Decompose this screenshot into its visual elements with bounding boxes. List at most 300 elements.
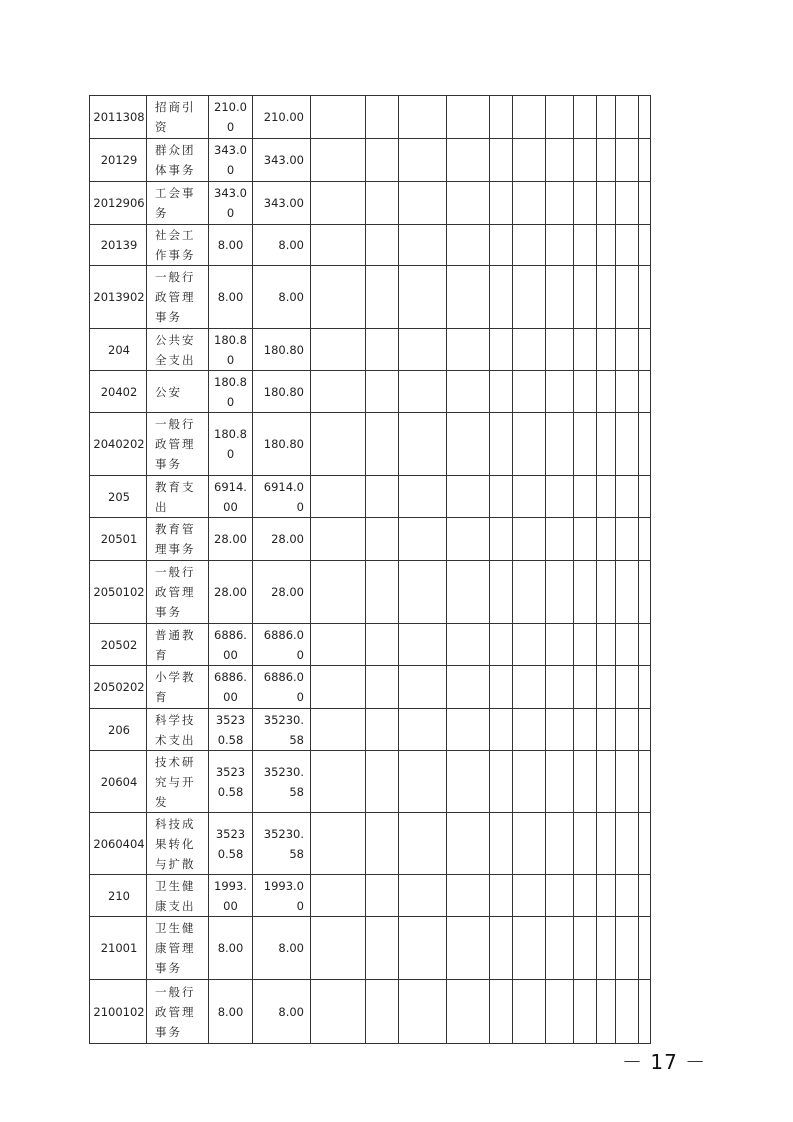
empty-cell	[639, 624, 651, 666]
code-cell: 2012906	[90, 182, 147, 225]
empty-cell	[574, 371, 597, 413]
empty-cell	[546, 266, 574, 329]
empty-cell	[597, 476, 616, 518]
empty-cell	[546, 980, 574, 1044]
table-row	[90, 666, 651, 709]
empty-cell	[447, 518, 490, 561]
total-cell: 8.00	[253, 980, 311, 1044]
page-number: － 17 －	[622, 1050, 707, 1074]
empty-cell	[490, 813, 513, 875]
empty-cell	[366, 182, 399, 225]
table-row	[90, 225, 651, 266]
empty-cell	[574, 96, 597, 139]
code-cell: 2013902	[90, 266, 147, 329]
code-cell: 2011308	[90, 96, 147, 139]
empty-cell	[447, 917, 490, 980]
empty-cell	[597, 329, 616, 371]
empty-cell	[616, 413, 639, 476]
empty-cell	[597, 709, 616, 751]
total-cell: 1993.00	[253, 875, 311, 917]
name-cell: 科技成果转化与扩散	[147, 813, 209, 875]
empty-cell	[639, 518, 651, 561]
empty-cell	[366, 266, 399, 329]
empty-cell	[490, 980, 513, 1044]
empty-cell	[399, 561, 447, 624]
table-row	[90, 413, 651, 476]
empty-cell	[490, 751, 513, 813]
table-row	[90, 518, 651, 561]
empty-cell	[574, 225, 597, 266]
code-cell: 210	[90, 875, 147, 917]
total-cell: 35230.58	[253, 751, 311, 813]
total-cell: 180.80	[253, 329, 311, 371]
empty-cell	[639, 413, 651, 476]
empty-cell	[513, 751, 546, 813]
empty-cell	[366, 476, 399, 518]
empty-cell	[399, 709, 447, 751]
amount-cell: 180.80	[209, 329, 253, 371]
empty-cell	[639, 225, 651, 266]
empty-cell	[639, 139, 651, 182]
amount-cell: 343.00	[209, 139, 253, 182]
empty-cell	[366, 875, 399, 917]
empty-cell	[616, 371, 639, 413]
empty-cell	[447, 875, 490, 917]
budget-table-section	[89, 95, 651, 1044]
amount-cell: 210.00	[209, 96, 253, 139]
empty-cell	[616, 561, 639, 624]
empty-cell	[616, 980, 639, 1044]
code-cell: 21001	[90, 917, 147, 980]
empty-cell	[616, 813, 639, 875]
code-cell: 205	[90, 476, 147, 518]
empty-cell	[597, 561, 616, 624]
total-cell: 8.00	[253, 917, 311, 980]
empty-cell	[311, 371, 366, 413]
empty-cell	[546, 709, 574, 751]
empty-cell	[616, 329, 639, 371]
empty-cell	[597, 917, 616, 980]
empty-cell	[639, 666, 651, 709]
empty-cell	[574, 329, 597, 371]
empty-cell	[366, 329, 399, 371]
empty-cell	[366, 917, 399, 980]
empty-cell	[616, 225, 639, 266]
empty-cell	[597, 980, 616, 1044]
code-cell: 20139	[90, 225, 147, 266]
empty-cell	[366, 518, 399, 561]
empty-cell	[311, 666, 366, 709]
table-row	[90, 476, 651, 518]
empty-cell	[311, 813, 366, 875]
empty-cell	[366, 666, 399, 709]
empty-cell	[447, 813, 490, 875]
name-cell: 公安	[147, 371, 209, 413]
table-row	[90, 813, 651, 875]
empty-cell	[513, 561, 546, 624]
empty-cell	[311, 266, 366, 329]
empty-cell	[513, 329, 546, 371]
empty-cell	[366, 96, 399, 139]
empty-cell	[447, 139, 490, 182]
empty-cell	[574, 666, 597, 709]
empty-cell	[399, 371, 447, 413]
empty-cell	[616, 96, 639, 139]
empty-cell	[399, 813, 447, 875]
empty-cell	[447, 751, 490, 813]
empty-cell	[597, 371, 616, 413]
total-cell: 343.00	[253, 182, 311, 225]
empty-cell	[639, 371, 651, 413]
code-cell: 206	[90, 709, 147, 751]
total-cell: 8.00	[253, 225, 311, 266]
empty-cell	[490, 96, 513, 139]
empty-cell	[574, 561, 597, 624]
empty-cell	[447, 96, 490, 139]
code-cell: 20604	[90, 751, 147, 813]
empty-cell	[616, 751, 639, 813]
empty-cell	[639, 329, 651, 371]
empty-cell	[399, 476, 447, 518]
empty-cell	[311, 182, 366, 225]
empty-cell	[311, 329, 366, 371]
empty-cell	[639, 917, 651, 980]
empty-cell	[546, 182, 574, 225]
amount-cell: 28.00	[209, 518, 253, 561]
code-cell: 20502	[90, 624, 147, 666]
empty-cell	[447, 624, 490, 666]
empty-cell	[574, 413, 597, 476]
code-cell: 20129	[90, 139, 147, 182]
empty-cell	[399, 329, 447, 371]
empty-cell	[311, 980, 366, 1044]
empty-cell	[616, 875, 639, 917]
empty-cell	[311, 225, 366, 266]
empty-cell	[399, 624, 447, 666]
empty-cell	[546, 139, 574, 182]
empty-cell	[447, 666, 490, 709]
empty-cell	[399, 182, 447, 225]
name-cell: 普通教育	[147, 624, 209, 666]
empty-cell	[311, 96, 366, 139]
empty-cell	[490, 225, 513, 266]
empty-cell	[597, 813, 616, 875]
empty-cell	[490, 476, 513, 518]
empty-cell	[447, 182, 490, 225]
name-cell: 群众团体事务	[147, 139, 209, 182]
empty-cell	[513, 875, 546, 917]
table-row	[90, 329, 651, 371]
empty-cell	[597, 751, 616, 813]
amount-cell: 6886.00	[209, 666, 253, 709]
empty-cell	[447, 476, 490, 518]
name-cell: 一般行政管理事务	[147, 266, 209, 329]
empty-cell	[513, 413, 546, 476]
total-cell: 343.00	[253, 139, 311, 182]
empty-cell	[399, 875, 447, 917]
name-cell: 社会工作事务	[147, 225, 209, 266]
empty-cell	[513, 624, 546, 666]
code-cell: 2040202	[90, 413, 147, 476]
code-cell: 2050102	[90, 561, 147, 624]
empty-cell	[366, 980, 399, 1044]
empty-cell	[639, 875, 651, 917]
amount-cell: 343.00	[209, 182, 253, 225]
table-row	[90, 875, 651, 917]
empty-cell	[574, 182, 597, 225]
empty-cell	[399, 666, 447, 709]
empty-cell	[447, 709, 490, 751]
empty-cell	[399, 96, 447, 139]
empty-cell	[311, 624, 366, 666]
empty-cell	[311, 751, 366, 813]
empty-cell	[447, 225, 490, 266]
empty-cell	[311, 476, 366, 518]
empty-cell	[490, 266, 513, 329]
total-cell: 6886.00	[253, 624, 311, 666]
empty-cell	[366, 139, 399, 182]
empty-cell	[574, 875, 597, 917]
empty-cell	[597, 666, 616, 709]
empty-cell	[546, 413, 574, 476]
empty-cell	[490, 413, 513, 476]
amount-cell: 35230.58	[209, 813, 253, 875]
empty-cell	[574, 476, 597, 518]
table-row	[90, 561, 651, 624]
empty-cell	[366, 709, 399, 751]
empty-cell	[513, 266, 546, 329]
empty-cell	[311, 518, 366, 561]
amount-cell: 8.00	[209, 266, 253, 329]
empty-cell	[597, 875, 616, 917]
empty-cell	[546, 875, 574, 917]
empty-cell	[366, 624, 399, 666]
empty-cell	[366, 371, 399, 413]
empty-cell	[513, 980, 546, 1044]
empty-cell	[513, 96, 546, 139]
amount-cell: 8.00	[209, 917, 253, 980]
empty-cell	[513, 917, 546, 980]
name-cell: 一般行政管理事务	[147, 413, 209, 476]
name-cell: 卫生健康管理事务	[147, 917, 209, 980]
empty-cell	[513, 182, 546, 225]
empty-cell	[311, 709, 366, 751]
total-cell: 35230.58	[253, 709, 311, 751]
empty-cell	[597, 96, 616, 139]
empty-cell	[399, 225, 447, 266]
total-cell: 8.00	[253, 266, 311, 329]
code-cell: 2100102	[90, 980, 147, 1044]
empty-cell	[490, 139, 513, 182]
table-row	[90, 751, 651, 813]
empty-cell	[490, 329, 513, 371]
empty-cell	[574, 624, 597, 666]
empty-cell	[597, 182, 616, 225]
empty-cell	[399, 413, 447, 476]
empty-cell	[546, 561, 574, 624]
empty-cell	[616, 139, 639, 182]
amount-cell: 1993.00	[209, 875, 253, 917]
empty-cell	[513, 709, 546, 751]
empty-cell	[513, 813, 546, 875]
code-cell: 20501	[90, 518, 147, 561]
table-row	[90, 371, 651, 413]
amount-cell: 8.00	[209, 980, 253, 1044]
empty-cell	[447, 561, 490, 624]
empty-cell	[490, 709, 513, 751]
total-cell: 28.00	[253, 561, 311, 624]
table-row	[90, 266, 651, 329]
table-row	[90, 139, 651, 182]
empty-cell	[639, 266, 651, 329]
total-cell: 6914.00	[253, 476, 311, 518]
empty-cell	[399, 751, 447, 813]
code-cell: 20402	[90, 371, 147, 413]
table-row	[90, 709, 651, 751]
empty-cell	[399, 266, 447, 329]
empty-cell	[311, 917, 366, 980]
amount-cell: 6886.00	[209, 624, 253, 666]
empty-cell	[639, 813, 651, 875]
total-cell: 180.80	[253, 413, 311, 476]
budget-table	[89, 95, 651, 1044]
empty-cell	[399, 518, 447, 561]
total-cell: 180.80	[253, 371, 311, 413]
empty-cell	[597, 139, 616, 182]
empty-cell	[366, 751, 399, 813]
empty-cell	[447, 980, 490, 1044]
empty-cell	[574, 980, 597, 1044]
empty-cell	[311, 561, 366, 624]
name-cell: 教育支出	[147, 476, 209, 518]
total-cell: 28.00	[253, 518, 311, 561]
empty-cell	[546, 624, 574, 666]
empty-cell	[366, 413, 399, 476]
empty-cell	[490, 182, 513, 225]
total-cell: 35230.58	[253, 813, 311, 875]
name-cell: 小学教育	[147, 666, 209, 709]
code-cell: 2050202	[90, 666, 147, 709]
empty-cell	[399, 980, 447, 1044]
empty-cell	[616, 266, 639, 329]
empty-cell	[574, 751, 597, 813]
empty-cell	[311, 139, 366, 182]
table-row	[90, 96, 651, 139]
empty-cell	[574, 917, 597, 980]
empty-cell	[311, 413, 366, 476]
empty-cell	[366, 813, 399, 875]
amount-cell: 28.00	[209, 561, 253, 624]
empty-cell	[616, 518, 639, 561]
empty-cell	[597, 225, 616, 266]
name-cell: 一般行政管理事务	[147, 561, 209, 624]
empty-cell	[546, 917, 574, 980]
empty-cell	[639, 561, 651, 624]
empty-cell	[513, 371, 546, 413]
name-cell: 招商引资	[147, 96, 209, 139]
code-cell: 204	[90, 329, 147, 371]
empty-cell	[513, 518, 546, 561]
empty-cell	[639, 96, 651, 139]
empty-cell	[546, 96, 574, 139]
empty-cell	[574, 266, 597, 329]
empty-cell	[513, 476, 546, 518]
total-cell: 210.00	[253, 96, 311, 139]
table-row	[90, 917, 651, 980]
name-cell: 卫生健康支出	[147, 875, 209, 917]
empty-cell	[616, 709, 639, 751]
amount-cell: 6914.00	[209, 476, 253, 518]
empty-cell	[616, 476, 639, 518]
empty-cell	[546, 813, 574, 875]
table-body	[90, 96, 651, 1044]
amount-cell: 180.80	[209, 413, 253, 476]
amount-cell: 180.80	[209, 371, 253, 413]
empty-cell	[639, 476, 651, 518]
name-cell: 科学技术支出	[147, 709, 209, 751]
empty-cell	[546, 371, 574, 413]
empty-cell	[616, 182, 639, 225]
empty-cell	[513, 225, 546, 266]
empty-cell	[639, 709, 651, 751]
empty-cell	[597, 624, 616, 666]
empty-cell	[597, 518, 616, 561]
table-row	[90, 624, 651, 666]
empty-cell	[490, 917, 513, 980]
total-cell: 6886.00	[253, 666, 311, 709]
empty-cell	[616, 666, 639, 709]
name-cell: 工会事务	[147, 182, 209, 225]
empty-cell	[490, 875, 513, 917]
name-cell: 教育管理事务	[147, 518, 209, 561]
code-cell: 2060404	[90, 813, 147, 875]
empty-cell	[546, 329, 574, 371]
name-cell: 技术研究与开发	[147, 751, 209, 813]
empty-cell	[639, 980, 651, 1044]
empty-cell	[546, 666, 574, 709]
empty-cell	[490, 561, 513, 624]
empty-cell	[546, 751, 574, 813]
empty-cell	[490, 666, 513, 709]
empty-cell	[616, 917, 639, 980]
empty-cell	[490, 624, 513, 666]
empty-cell	[447, 371, 490, 413]
empty-cell	[597, 266, 616, 329]
empty-cell	[311, 875, 366, 917]
empty-cell	[513, 139, 546, 182]
empty-cell	[366, 225, 399, 266]
empty-cell	[546, 225, 574, 266]
amount-cell: 35230.58	[209, 751, 253, 813]
table-row	[90, 182, 651, 225]
empty-cell	[574, 709, 597, 751]
empty-cell	[574, 813, 597, 875]
empty-cell	[574, 139, 597, 182]
empty-cell	[366, 561, 399, 624]
empty-cell	[546, 476, 574, 518]
empty-cell	[447, 329, 490, 371]
empty-cell	[546, 518, 574, 561]
amount-cell: 8.00	[209, 225, 253, 266]
empty-cell	[639, 751, 651, 813]
empty-cell	[490, 371, 513, 413]
empty-cell	[399, 139, 447, 182]
empty-cell	[616, 624, 639, 666]
empty-cell	[639, 182, 651, 225]
empty-cell	[447, 413, 490, 476]
empty-cell	[513, 666, 546, 709]
empty-cell	[490, 518, 513, 561]
